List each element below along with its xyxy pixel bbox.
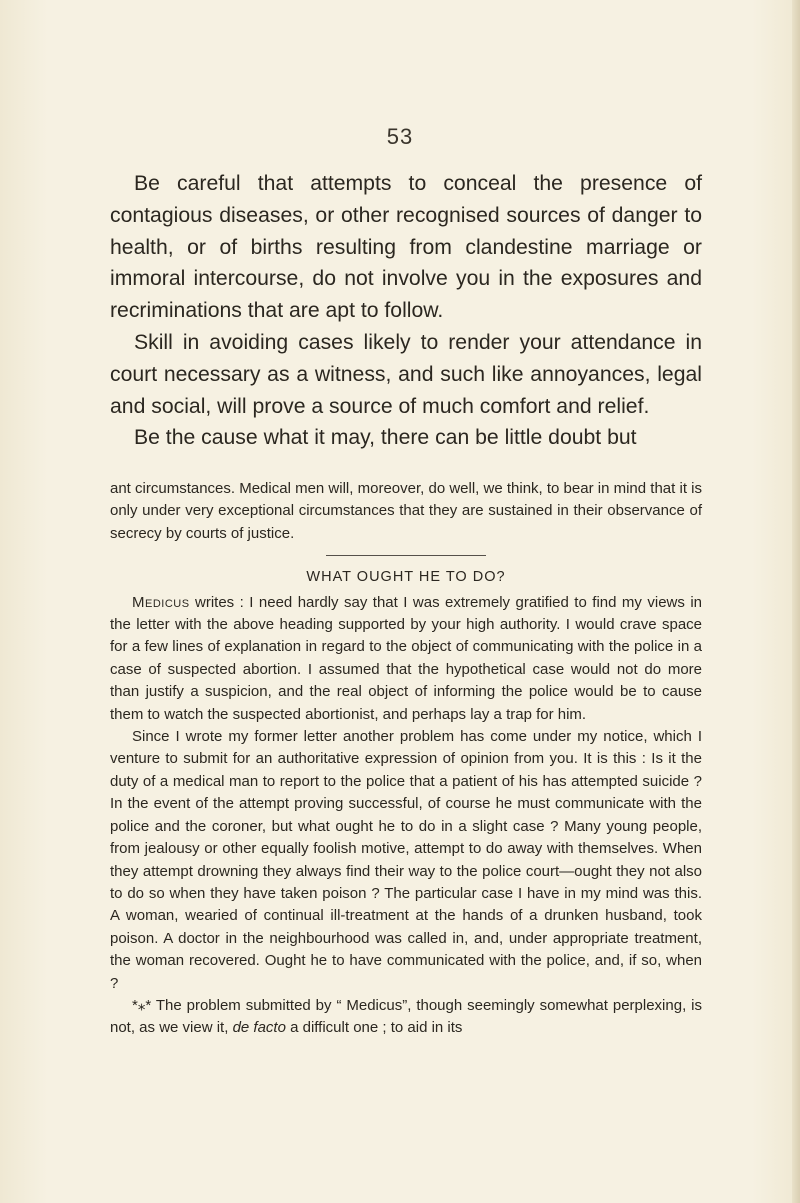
paragraph-circumstances: ant circumstances. Medical men will, moreover, do well, we think, to bear in mind that it is only under very exceptional circumstances that they are sustained in their observance of secrecy by courts of justice. (110, 480, 702, 542)
letter-paragraph-1 (110, 592, 702, 726)
page-number: 53 (386, 124, 414, 149)
editor-note-text-end: a difficult one ; to aid in its (285, 1019, 463, 1037)
small-text-block (110, 478, 702, 1040)
asterism: *⁎* (132, 996, 152, 1014)
paragraph-skill: Skill in avoiding cases likely to render your attendance in court necessary as a witness, and such like annoyances, legal and social, will prove a source of much comfort and relief. (110, 330, 702, 418)
section-heading: WHAT OUGHT HE TO DO? (306, 569, 506, 586)
section-divider (326, 555, 486, 556)
page-edge (792, 0, 800, 1203)
paragraph-cause: Be the cause what it may, there can be little doubt but (134, 426, 637, 450)
editor-note-italic: de facto (232, 1019, 286, 1037)
large-text-block (110, 168, 702, 454)
letter-paragraph-1-text: writes : I need hardly say that I was extremely gratified to find my views in the letter with the above heading supported by your high authority. I would crave space for a few lines of explanation in regard to the object of communicating with the police in a case of suspected abortion. I assumed that the hypothetical case would not do more than justify a suspicion, and the real object of informing the police would be to cause them to watch the suspected abortionist, and perhaps lay a trap for him. (110, 593, 702, 723)
editor-note-text: The problem submitted by “ Medicus”, though seemingly somewhat perplexing, is not, as we view it, (110, 996, 702, 1037)
paragraph-concealment: Be careful that attempts to conceal the presence of contagious diseases, or other recognised sources of danger to health, or of births resulting from clandestine marriage or immoral intercourse, do not involve you in the exposures and recriminations that are apt to follow. (110, 172, 702, 323)
letter-paragraph-2: Since I wrote my former letter another problem has come under my notice, which I venture to submit for an authoritative expression of opinion from you. It is this : Is it the duty of a medical man to report to the police that a patient of his has attempted suicide ? In the event of the attempt proving successful, of course he must communicate with the police and the coroner, but what ought he to do in a slight case ? Many young people, from jealousy or other equally foolish motive, attempt to do away with themselves. When they attempt drowning they always find their way to the police court—ought they not also to do so when they have taken poison ? The particular case I have in my mind was this. A woman, wearied of continual ill-treatment at the hands of a drunken husband, took poison. A doctor in the neighbourhood was called in, and, under appropriate treatment, the woman recovered. Ought he to have communicated with the police, and, if so, when ? (110, 728, 702, 992)
letter-author: Medicus (132, 593, 190, 611)
editor-note (110, 995, 702, 1040)
